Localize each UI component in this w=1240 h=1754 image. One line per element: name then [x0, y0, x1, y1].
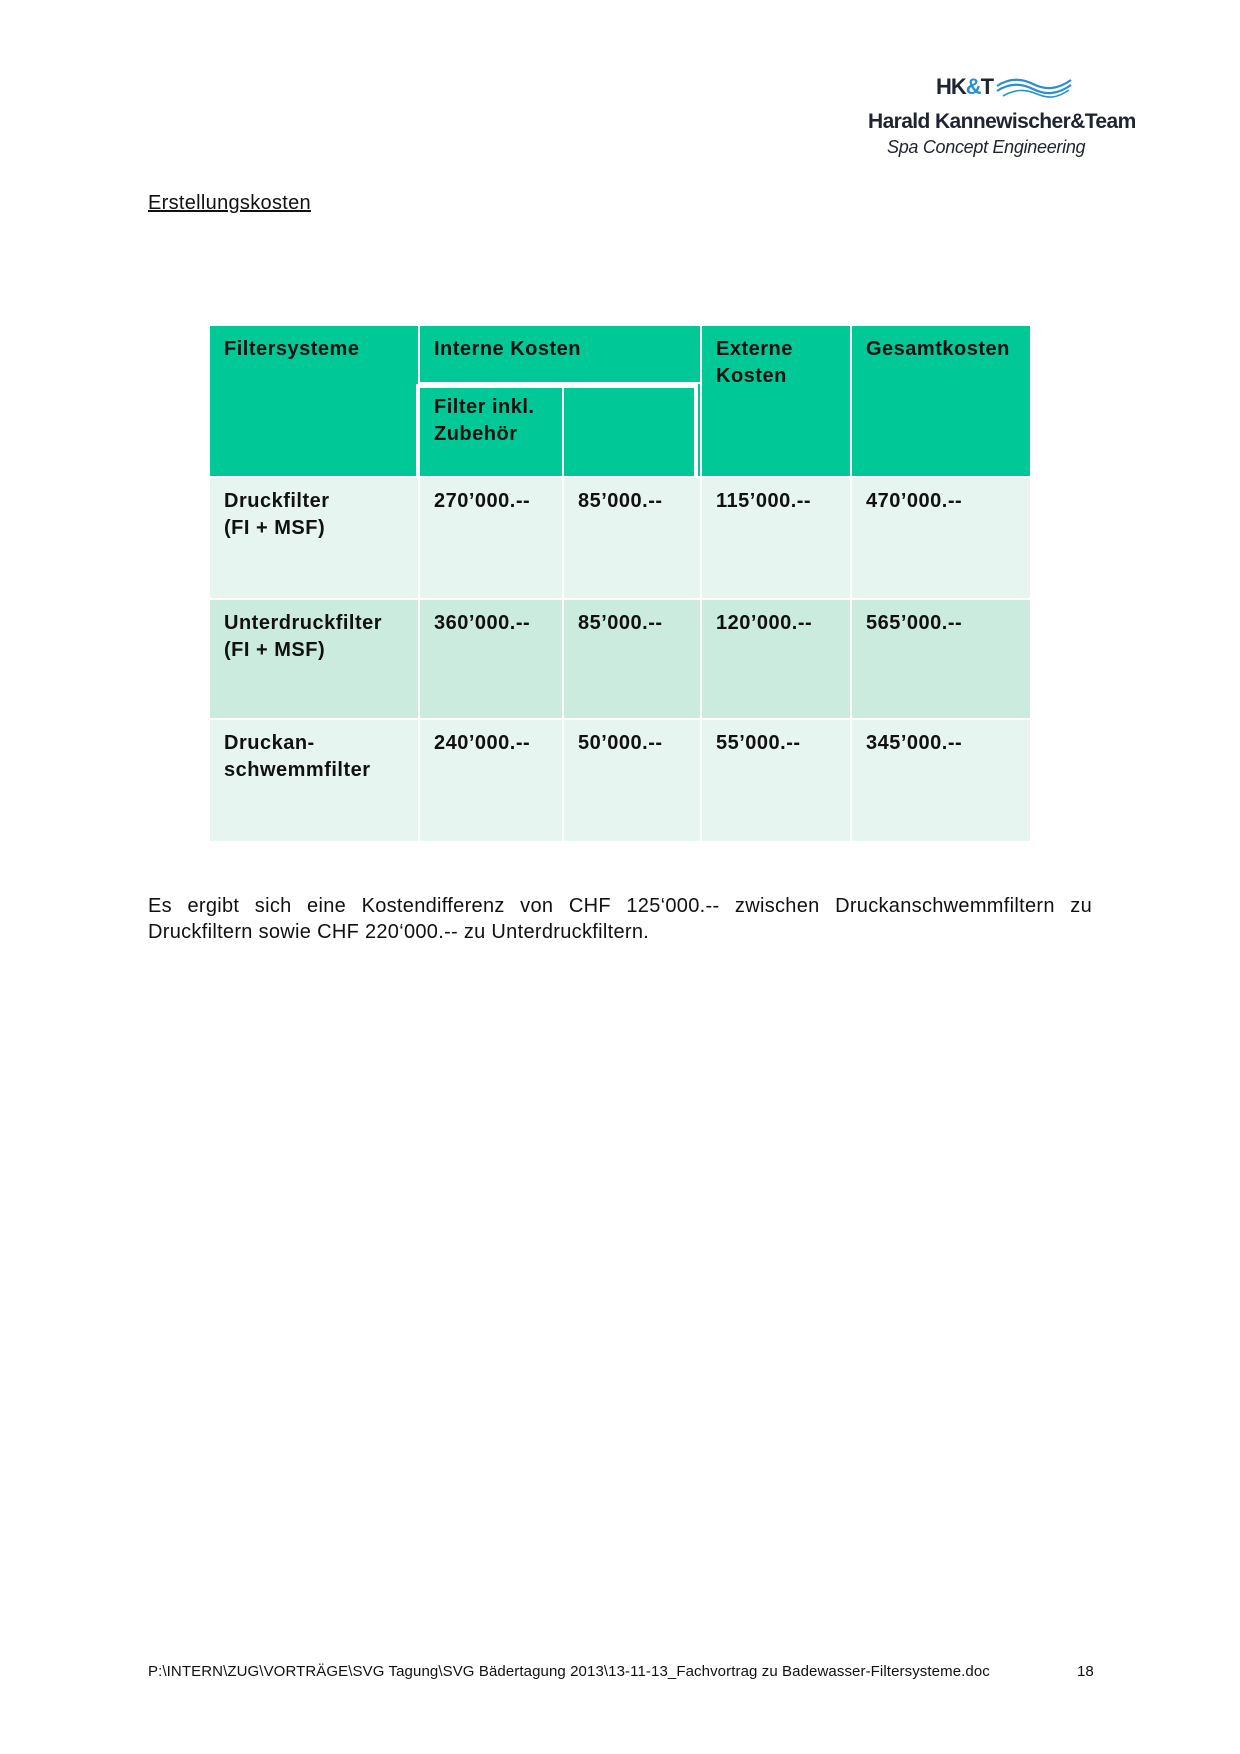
table-cell-extern: 115’000.-- — [702, 478, 850, 598]
cost-table — [210, 326, 1030, 841]
summary-paragraph: Es ergibt sich eine Kostendifferenz von CHF 125‘000.-- zwischen Druckanschwemmfiltern zu Druckfiltern sowie CHF 220‘000.-- zu Unterdruckfiltern. — [148, 895, 1092, 943]
footer-file-path: P:\INTERN\ZUG\VORTRÄGE\SVG Tagung\SVG Bädertagung 2013\13-11-13_Fachvortrag zu Badewasser-Filtersysteme.doc — [148, 1663, 990, 1680]
header-filter-inkl-zubehoer: Filter inkl. Zubehör — [420, 384, 562, 476]
table-cell-intern: 85’000.-- — [564, 600, 700, 718]
table-row-name: Unterdruckfilter (FI + MSF) — [210, 600, 418, 718]
page-number: 18 — [1077, 1663, 1094, 1680]
company-tagline: Spa Concept Engineering — [887, 137, 1086, 157]
table-cell-gesamt: 565’000.-- — [852, 600, 1030, 718]
logo-mark: HK&T — [936, 74, 1073, 100]
header-gesamtkosten: Gesamtkosten — [852, 326, 1030, 476]
header-interne-kosten: Interne Kosten — [420, 326, 700, 382]
waves-icon — [995, 76, 1073, 98]
section-heading: Erstellungskosten — [148, 192, 311, 214]
table-cell-gesamt: 345’000.-- — [852, 720, 1030, 841]
company-logo — [860, 70, 1136, 170]
table-row-name: Druckfilter (FI + MSF) — [210, 478, 418, 598]
table-cell-filter: 240’000.-- — [420, 720, 562, 841]
table-cell-intern: 50’000.-- — [564, 720, 700, 841]
subheader-frame — [416, 384, 698, 484]
table-cell-gesamt: 470’000.-- — [852, 478, 1030, 598]
table-row-name: Druckan- schwemmfilter — [210, 720, 418, 841]
table-cell-filter: 360’000.-- — [420, 600, 562, 718]
header-filtersysteme: Filtersysteme — [210, 326, 418, 476]
table-cell-extern: 120’000.-- — [702, 600, 850, 718]
table-cell-filter: 270’000.-- — [420, 478, 562, 598]
table-cell-intern: 85’000.-- — [564, 478, 700, 598]
company-name: Harald Kannewischer&Team — [868, 110, 1136, 133]
table-cell-extern: 55’000.-- — [702, 720, 850, 841]
header-externe-kosten: Externe Kosten — [702, 326, 850, 476]
